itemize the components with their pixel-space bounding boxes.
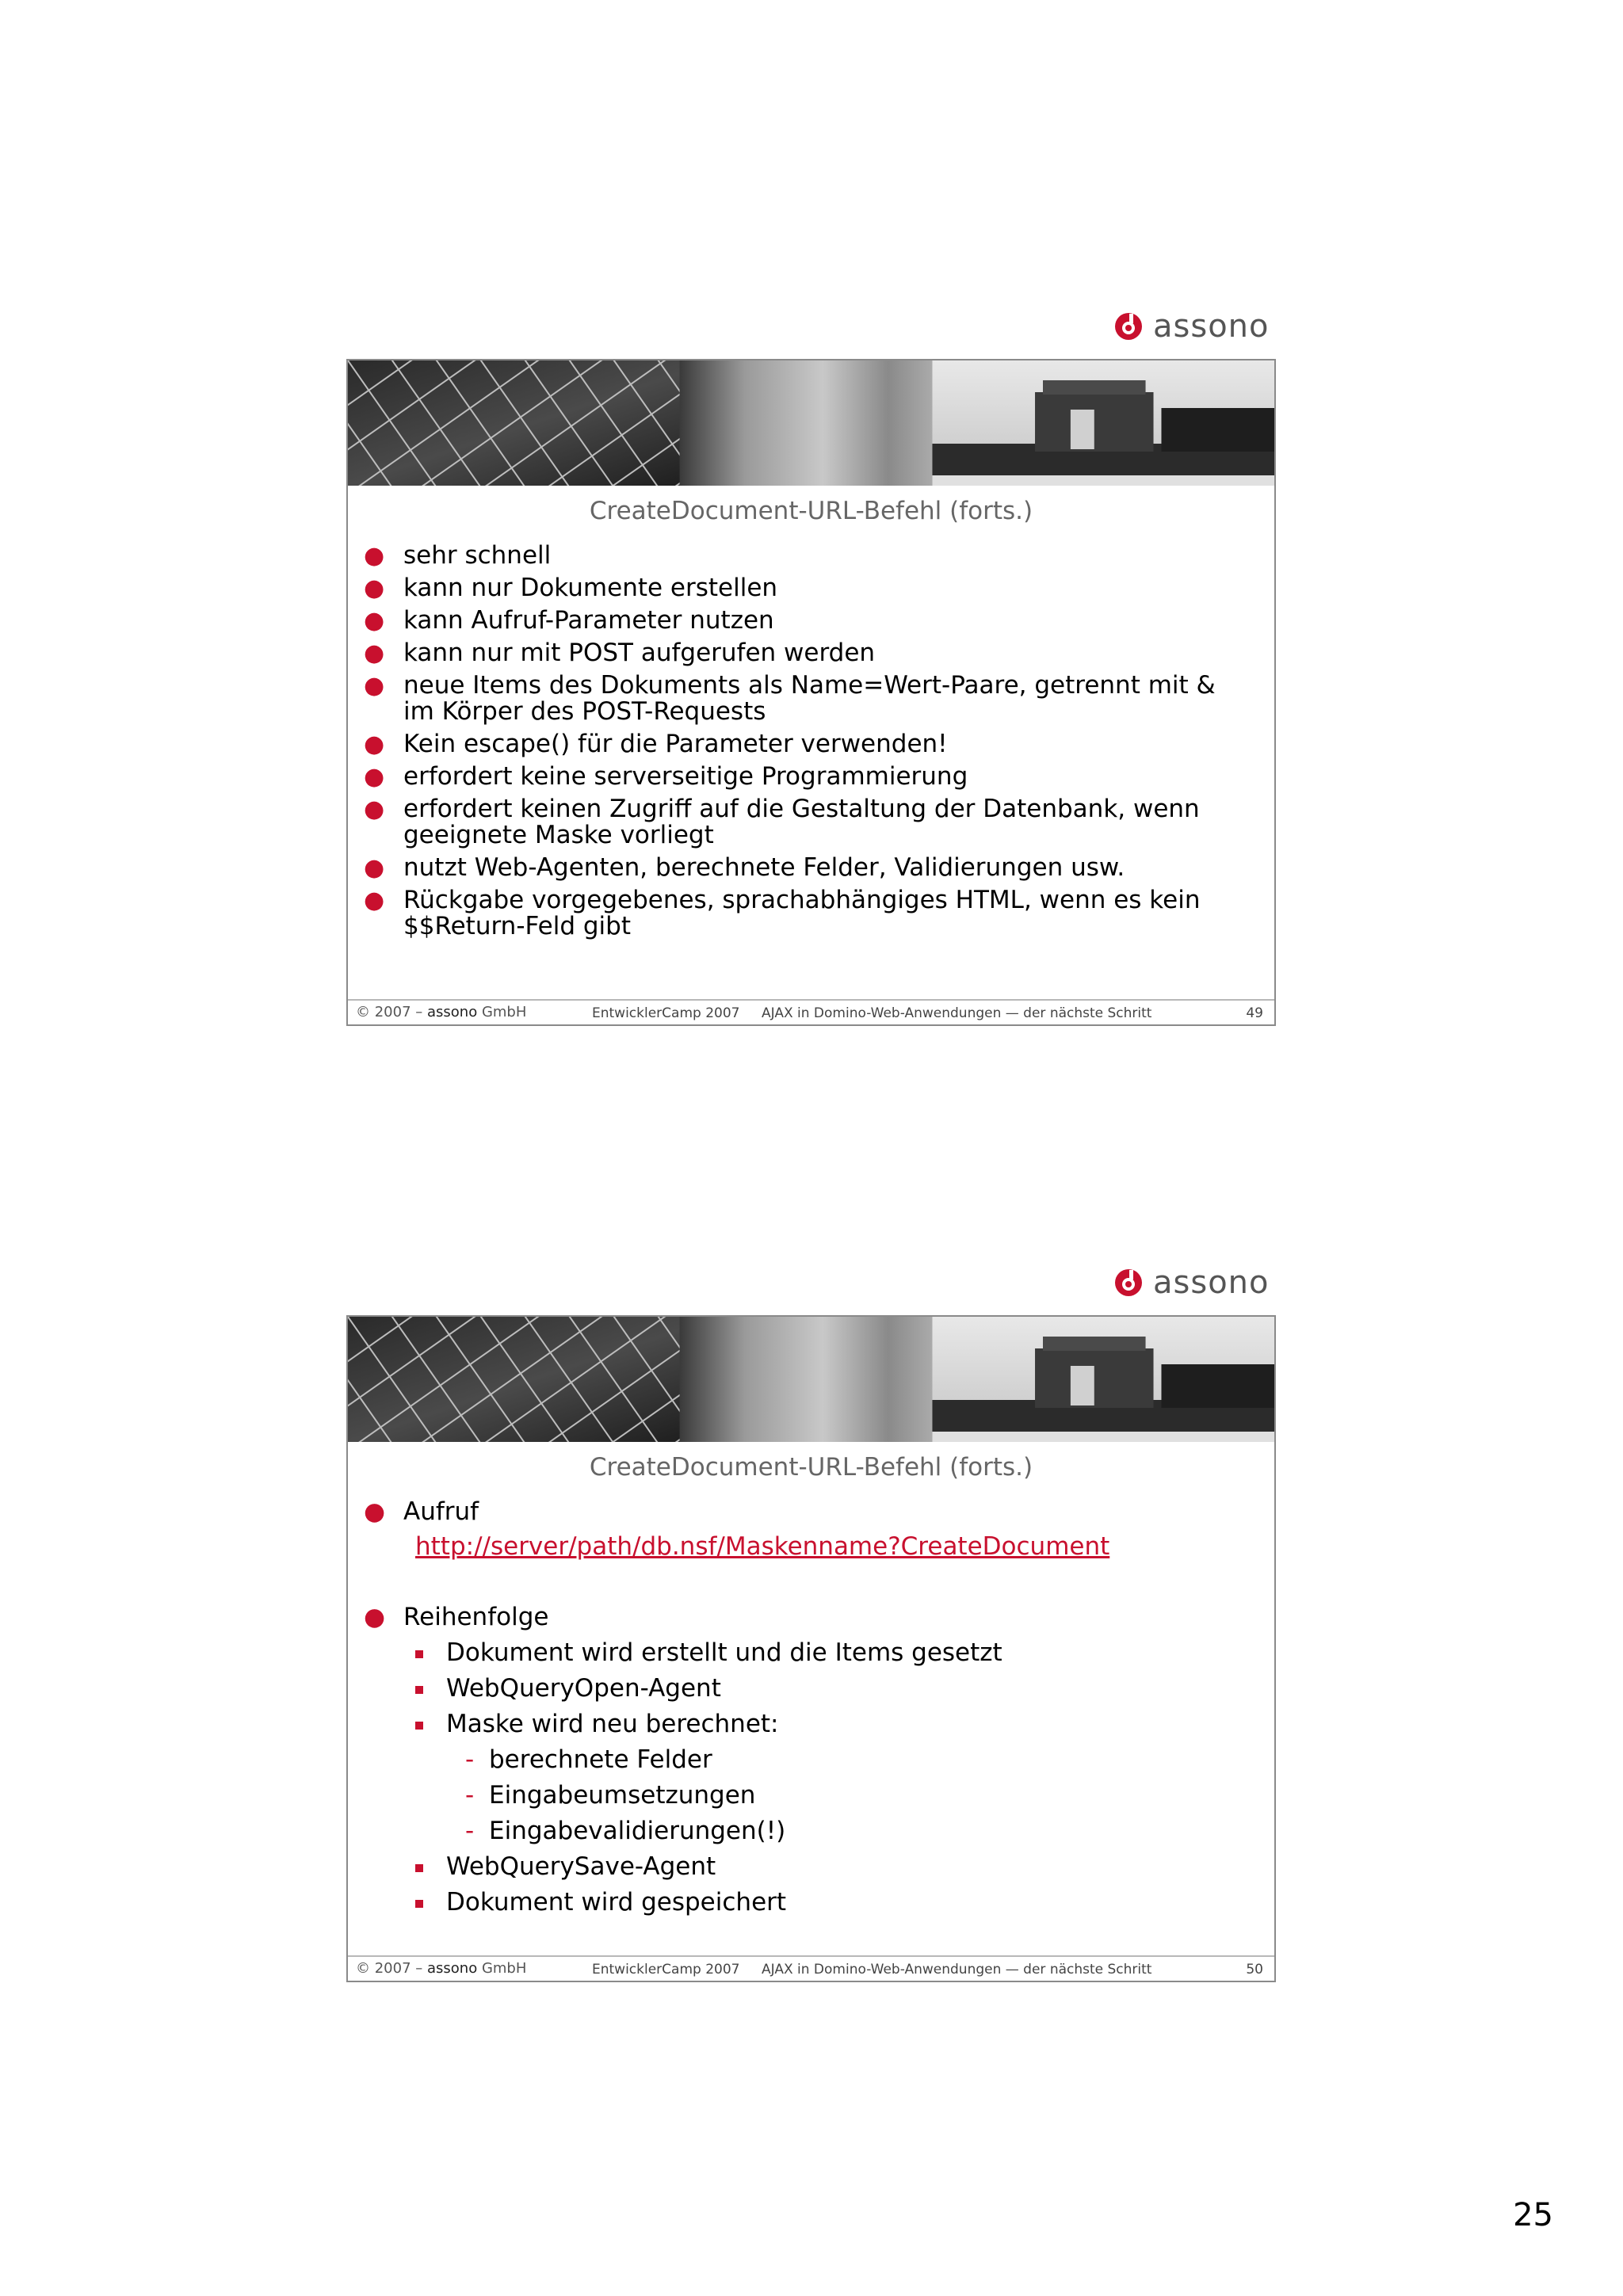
list-item: ● neue Items des Dokuments als Name=Wert-Paare, getrennt mit & im Körper des POST-Requests [364, 671, 1216, 726]
list-item [364, 1496, 385, 1527]
slide-title: CreateDocument-URL-Befehl (forts.) [589, 497, 1033, 525]
bullet-dot-icon: ● [364, 795, 385, 823]
bullet-dot-icon: ● [364, 1603, 386, 1631]
footer-copyright: © 2007 – assono GmbH [356, 1004, 527, 1020]
bullet-dot-icon: ● [364, 730, 385, 758]
bullet-list [348, 543, 1274, 946]
bullet-dot-icon: ● [364, 763, 385, 791]
assono-logo-text: assono [1153, 308, 1270, 345]
footer-event: EntwicklerCamp 2007 [592, 1005, 740, 1021]
footer-event: EntwicklerCamp 2007 [592, 1962, 740, 1978]
aufruf-label: Aufruf [403, 1497, 479, 1526]
assono-logo [1113, 1262, 1270, 1303]
list-item: ● Rückgabe vorgegebenes, sprachabhängiges HTML, wenn es kein $$Return-Feld gibt [364, 886, 1201, 940]
assono-logo [1113, 306, 1270, 347]
dash-bullet-icon: - [465, 1781, 475, 1810]
bullet-dot-icon: ● [364, 887, 385, 914]
slide-banner-image [348, 1317, 1274, 1442]
slide-banner-image [348, 360, 1274, 486]
bullet-dot-icon: ● [364, 574, 385, 602]
list-item: ● erfordert keine serverseitige Programmierung [364, 762, 968, 791]
square-bullet-icon [415, 1637, 423, 1669]
bullet-dot-icon: ● [364, 542, 385, 570]
slide-50 [346, 1315, 1276, 1982]
substep-item: Eingabevalidierungen(!) [489, 1817, 786, 1845]
bullet-dot-icon: ● [364, 1497, 386, 1526]
bullet-dot-icon: ● [364, 639, 385, 667]
list-item: ● nutzt Web-Agenten, berechnete Felder, Validierungen usw. [364, 853, 1125, 882]
dash-bullet-icon: - [465, 1745, 475, 1774]
assono-logo-text: assono [1153, 1264, 1270, 1301]
list-item: ● kann nur Dokumente erstellen [364, 574, 778, 602]
assono-logo-icon [1113, 311, 1144, 341]
bullet-dot-icon: ● [364, 672, 385, 700]
substep-item: Eingabeumsetzungen [489, 1781, 756, 1810]
substep-item: berechnete Felder [489, 1745, 712, 1774]
list-item: ● erfordert keinen Zugriff auf die Gestaltung der Datenbank, wenn geeignete Maske vorliegt [364, 795, 1200, 849]
step-item: WebQueryOpen-Agent [446, 1674, 721, 1703]
dash-bullet-icon: - [465, 1817, 475, 1845]
reihenfolge-label: Reihenfolge [403, 1603, 549, 1631]
bullet-dot-icon: ● [364, 854, 385, 882]
page-number: 25 [1513, 2197, 1553, 2233]
step-item: Dokument wird gespeichert [446, 1888, 787, 1917]
slide-49 [346, 359, 1276, 1026]
bullet-dot-icon: ● [364, 607, 385, 635]
assono-logo-icon [1113, 1268, 1144, 1298]
square-bullet-icon [415, 1886, 423, 1918]
square-bullet-icon [415, 1708, 423, 1740]
square-bullet-icon [415, 1851, 423, 1882]
list-item: ● Kein escape() für die Parameter verwenden! [364, 730, 948, 758]
footer-copyright: © 2007 – assono GmbH [356, 1960, 527, 1977]
step-item: Dokument wird erstellt und die Items gesetzt [446, 1638, 1002, 1667]
list-item: ● kann nur mit POST aufgerufen werden [364, 639, 876, 667]
step-item: Maske wird neu berechnet: [446, 1710, 779, 1738]
slide-number: 50 [1246, 1962, 1263, 1978]
step-item: WebQuerySave-Agent [446, 1852, 716, 1881]
list-item: ● kann Aufruf-Parameter nutzen [364, 606, 774, 635]
slide-footer [348, 999, 1274, 1024]
square-bullet-icon [415, 1672, 423, 1704]
slide-number: 49 [1246, 1005, 1263, 1021]
footer-topic: AJAX in Domino-Web-Anwendungen — der nächste Schritt [762, 1962, 1152, 1978]
list-item [364, 1601, 385, 1633]
createdocument-url-link[interactable]: http://server/path/db.nsf/Maskenname?CreateDocument [415, 1532, 1110, 1561]
slide-title: CreateDocument-URL-Befehl (forts.) [589, 1453, 1033, 1482]
slide-footer [348, 1955, 1274, 1981]
footer-topic: AJAX in Domino-Web-Anwendungen — der nächste Schritt [762, 1005, 1152, 1021]
list-item: ● sehr schnell [364, 541, 552, 570]
